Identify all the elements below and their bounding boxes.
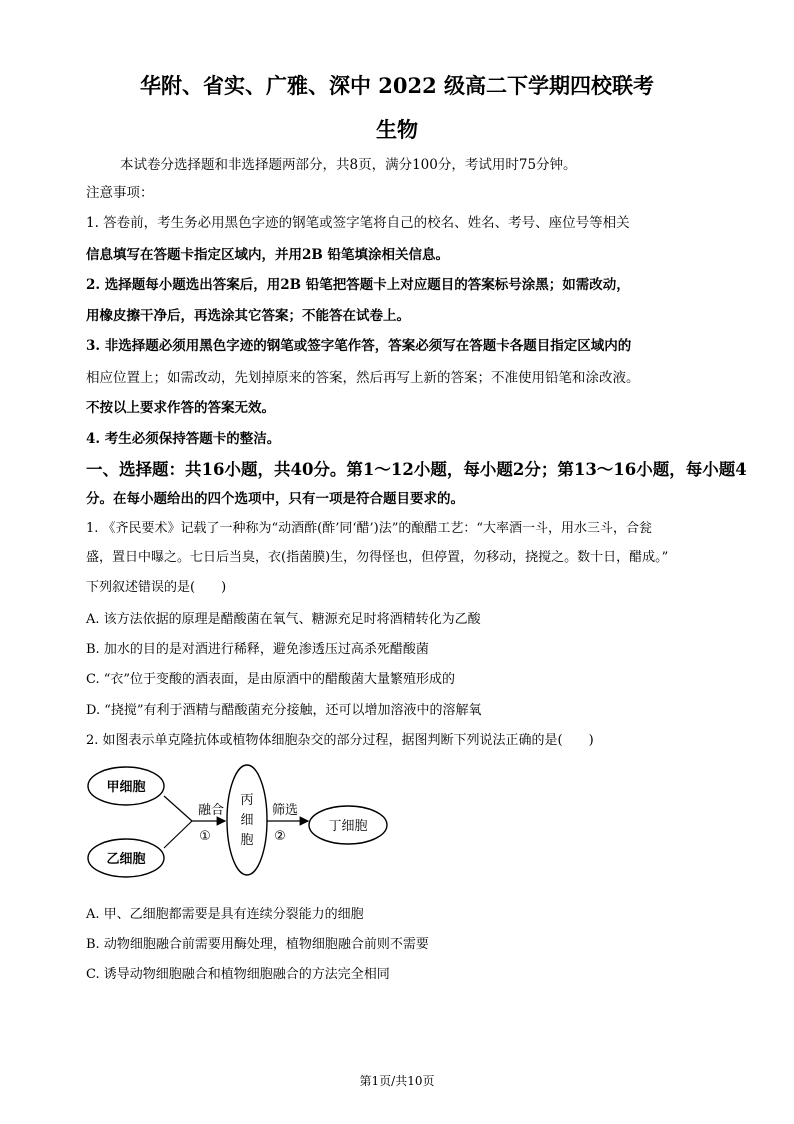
connector-line: [164, 796, 192, 821]
fusion-step-number: ①: [199, 829, 211, 844]
note-line: 相应位置上；如需改动，先划掉原来的答案，然后再写上新的答案；不准使用铅笔和涂改液。: [86, 370, 640, 386]
note-line: 用橡皮擦干净后，再选涂其它答案；不能答在试卷上。: [86, 308, 410, 324]
note-line: 2. 选择题每小题选出答案后，用2B 铅笔把答题卡上对应题目的答案标号涂黑；如需改动，: [86, 277, 630, 293]
cell-c-label: 胞: [240, 833, 254, 848]
q1-option-d: D. “挠搅”有利于酒精与醋酸菌充分接触，还可以增加溶液中的溶解氧: [86, 703, 482, 718]
cell-c-label: 细: [240, 813, 254, 828]
note-line: 4. 考生必须保持答题卡的整洁。: [86, 431, 281, 447]
q2-stem: 2. 如图表示单克隆抗体或植物体细胞杂交的部分过程，据图判断下列说法正确的是( ): [86, 733, 594, 748]
q2-option-b: B. 动物细胞融合前需要用酶处理，植物细胞融合前则不需要: [86, 937, 429, 952]
selection-step-number: ②: [274, 829, 286, 844]
notice-heading: 注意事项：: [86, 185, 154, 201]
cell-b-label: 乙细胞: [106, 852, 146, 867]
q2-option-a: A. 甲、乙细胞都需要是具有连续分裂能力的细胞: [86, 907, 364, 922]
section-heading: 一、选择题：共16小题，共40分。第1～12小题，每小题2分；第13～16小题，每小题4: [86, 460, 747, 479]
q1-option-b: B. 加水的目的是对酒进行稀释，避免渗透压过高杀死醋酸菌: [86, 642, 429, 657]
exam-title: 华附、省实、广雅、深中 2022 级高二下学期四校联考: [139, 73, 655, 98]
selection-step-label: 筛选: [271, 803, 299, 818]
q1-stem: 下列叙述错误的是( ): [86, 580, 227, 595]
note-line: 1. 答卷前，考生务必用黑色字迹的钢笔或签字笔将自己的校名、姓名、考号、座位号等相关: [86, 215, 630, 231]
section-instruction: 分。在每小题给出的四个选项中，只有一项是符合题目要求的。: [86, 491, 464, 507]
q1-option-a: A. 该方法依据的原理是醋酸菌在氧气、糖源充足时将酒精转化为乙酸: [86, 612, 481, 627]
q2-option-c: C. 诱导动物细胞融合和植物细胞融合的方法完全相同: [86, 967, 390, 982]
note-line: 3. 非选择题必须用黑色字迹的钢笔或签字笔作答，答案必须写在答题卡各题目指定区域内的: [86, 338, 632, 354]
q1-stem: 1. 《齐民要术》记载了一种称为“动酒酢(酢’同‘醋’)法”的酿醋工艺：“大率酒一斗，用水三斗，合瓮: [86, 521, 653, 536]
note-line: 信息填写在答题卡指定区域内，并用2B 铅笔填涂相关信息。: [86, 247, 450, 263]
cell-d-label: 丁细胞: [328, 819, 368, 834]
subject-title: 生物: [376, 117, 418, 142]
intro-text: 本试卷分选择题和非选择题两部分，共8页，满分100分，考试用时75分钟。: [120, 157, 577, 173]
q1-stem: 盛，置日中曝之。七日后当臭，衣(指菌膜)生，勿得怪也，但停置，勿移动，挠搅之。数十日，醋成。”: [86, 550, 669, 565]
fusion-step-label: 融合: [197, 803, 225, 818]
cell-a-label: 甲细胞: [106, 780, 146, 795]
cell-c-label: 丙: [240, 793, 254, 808]
page-footer: 第1页/共10页: [359, 1074, 435, 1088]
cell-fusion-diagram: [84, 760, 414, 890]
q1-option-c: C. “衣”位于变酸的酒表面，是由原酒中的醋酸菌大量繁殖形成的: [86, 672, 456, 687]
note-line: 不按以上要求作答的答案无效。: [86, 400, 275, 416]
connector-line: [164, 821, 192, 848]
